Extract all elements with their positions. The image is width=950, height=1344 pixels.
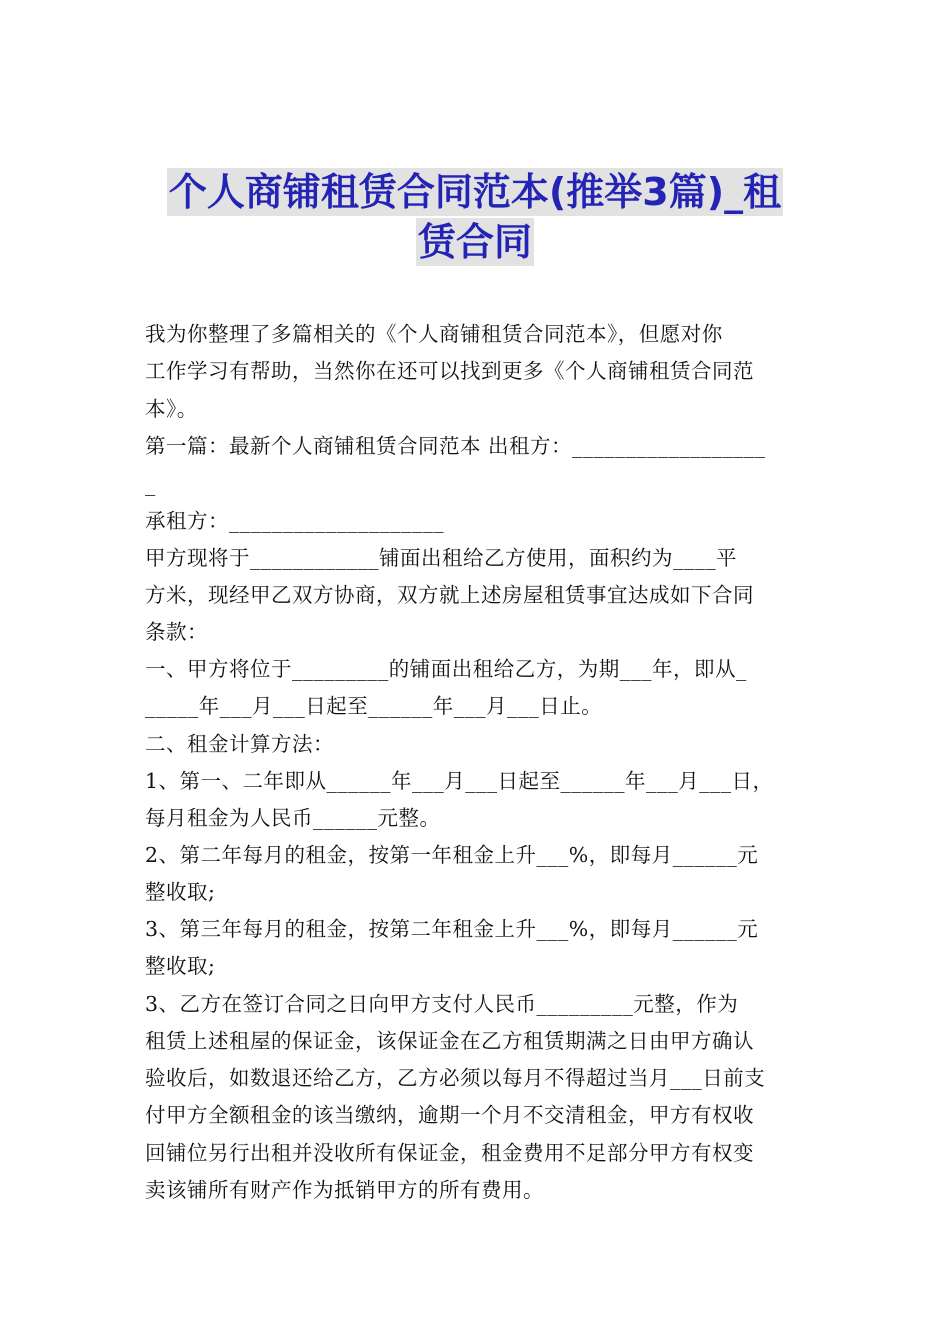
body-line: 第一篇：最新个人商铺租赁合同范本 出租方：__________________ — [145, 434, 766, 458]
body-line: 本》。 — [145, 397, 198, 421]
body-line: 租赁上述租屋的保证金，该保证金在乙方租赁期满之日由甲方确认 — [145, 1029, 754, 1053]
body-line: 2、第二年每月的租金，按第一年租金上升___%，即每月______元 — [145, 843, 759, 867]
body-line: 验收后，如数退还给乙方，乙方必须以每月不得超过当月___日前支 — [145, 1066, 766, 1090]
body-line: 二、租金计算方法： — [145, 732, 334, 756]
body-line: 工作学习有帮助，当然你在还可以找到更多《个人商铺租赁合同范 — [145, 359, 754, 383]
body-line: 方米，现经甲乙双方协商，双方就上述房屋租赁事宜达成如下合同 — [145, 583, 754, 607]
body-line: 3、第三年每月的租金，按第二年租金上升___%，即每月______元 — [145, 917, 759, 941]
body-line: 一、甲方将位于_________的铺面出租给乙方，为期___年，即从_ — [145, 657, 747, 681]
body-line: 1、第一、二年即从______年___月___日起至______年___月___日， — [145, 769, 774, 793]
body-line: 条款： — [145, 620, 208, 644]
body-line: 卖该铺所有财产作为抵销甲方的所有费用。 — [145, 1178, 544, 1202]
title-line-1: 个人商铺租赁合同范本(推举3篇)_租 — [168, 170, 782, 214]
body-line: 整收取; — [145, 880, 216, 904]
title-line-2: 赁合同 — [417, 220, 532, 264]
body-line: _____年___月___日起至______年___月___日止。 — [145, 694, 603, 718]
body-line: 整收取; — [145, 954, 216, 978]
body-line: 3、乙方在签订合同之日向甲方支付人民币_________元整，作为 — [145, 992, 739, 1016]
body-line: 承租方：____________________ — [145, 509, 444, 533]
body-line: 每月租金为人民币______元整。 — [145, 806, 441, 830]
body-line: 我为你整理了多篇相关的《个人商铺租赁合同范本》，但愿对你 — [145, 322, 723, 346]
body-line: _ — [145, 472, 156, 496]
body-line: 回铺位另行出租并没收所有保证金，租金费用不足部分甲方有权变 — [145, 1141, 754, 1165]
body-line: 甲方现将于____________铺面出租给乙方使用，面积约为____平 — [145, 546, 737, 570]
document-title — [0, 168, 950, 266]
body-line: 付甲方全额租金的该当缴纳，逾期一个月不交清租金，甲方有权收 — [145, 1103, 754, 1127]
